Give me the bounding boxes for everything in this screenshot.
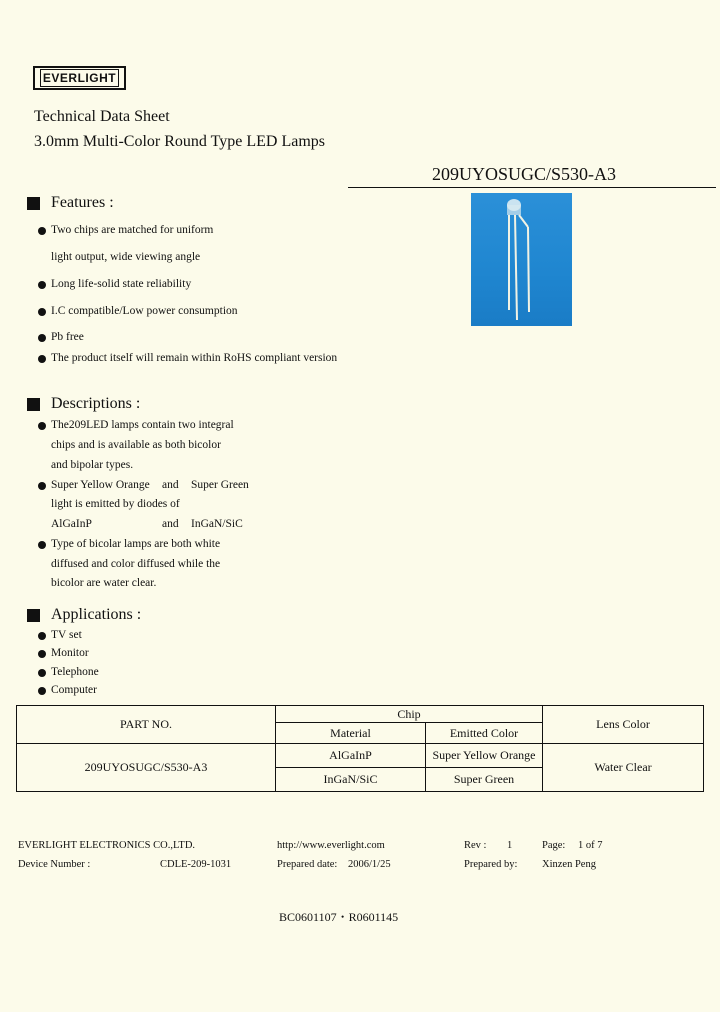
footer-page-value: 1 of 7: [578, 840, 603, 851]
footer-prepared-by-value: Xinzen Peng: [542, 859, 596, 870]
feature-item: Pb free: [51, 331, 84, 343]
header-chip: Chip: [276, 706, 543, 723]
feature-item: light output, wide viewing angle: [51, 251, 201, 263]
features-section-icon: [27, 197, 40, 210]
led-lamp-icon: [471, 193, 572, 326]
description-line: Type of bicolar lamps are both white: [51, 538, 221, 550]
document-title: Technical Data Sheet: [34, 108, 170, 125]
footer-website[interactable]: http://www.everlight.com: [277, 840, 385, 851]
feature-item: I.C compatible/Low power consumption: [51, 305, 238, 317]
footer-page-label: Page:: [542, 840, 566, 851]
footer-prepared-by-label: Prepared by:: [464, 859, 518, 870]
bullet-icon: [38, 669, 46, 677]
footer-device-value: CDLE-209-1031: [160, 859, 232, 870]
bullet-icon: [38, 308, 46, 316]
feature-item: The product itself will remain within RoHS compliant version: [51, 352, 338, 364]
application-item: Monitor: [51, 647, 89, 659]
header-rule: [348, 187, 716, 188]
footer-prepared-date-value: 2006/1/25: [348, 859, 391, 870]
cell-material: InGaN/SiC: [276, 768, 426, 792]
descriptions-section-icon: [27, 398, 40, 411]
footer-device-label: Device Number :: [18, 859, 91, 870]
header-emitted-color: Emitted Color: [426, 723, 543, 744]
header-lens-color: Lens Color: [543, 706, 704, 744]
footer-document-codes: BC0601107・R0601145: [279, 910, 399, 924]
led-product-photo: [471, 193, 572, 326]
description-line: bicolor are water clear.: [51, 577, 157, 589]
cell-lens-color: Water Clear: [543, 744, 704, 792]
applications-section-icon: [27, 609, 40, 622]
cell-part-number: 209UYOSUGC/S530-A3: [17, 744, 276, 792]
bullet-icon: [38, 227, 46, 235]
bullet-icon: [38, 632, 46, 640]
header-material: Material: [276, 723, 426, 744]
description-line: chips and is available as both bicolor: [51, 439, 221, 451]
footer-rev-value: 1: [507, 840, 513, 851]
features-heading: Features :: [51, 194, 114, 211]
applications-heading: Applications :: [51, 606, 142, 623]
application-item: Telephone: [51, 666, 99, 678]
description-line: diffused and color diffused while the: [51, 558, 221, 570]
bullet-icon: [38, 650, 46, 658]
descriptions-heading: Descriptions :: [51, 395, 141, 412]
description-line: AlGaInP: [51, 518, 92, 530]
description-line: Super Green: [191, 479, 249, 491]
description-line: light is emitted by diodes of: [51, 498, 180, 510]
description-line: Super Yellow Orange: [51, 479, 150, 491]
header-part-no: PART NO.: [17, 706, 276, 744]
footer-rev-label: Rev :: [464, 840, 487, 851]
footer-prepared-date-label: Prepared date:: [277, 859, 338, 870]
bullet-icon: [38, 281, 46, 289]
cell-emitted-color: Super Yellow Orange: [426, 744, 543, 768]
cell-material: AlGaInP: [276, 744, 426, 768]
part-spec-table: [16, 705, 704, 792]
cell-emitted-color: Super Green: [426, 768, 543, 792]
feature-item: Long life-solid state reliability: [51, 278, 192, 290]
bullet-icon: [38, 355, 46, 363]
application-item: Computer: [51, 684, 97, 696]
bullet-icon: [38, 422, 46, 430]
logo-text: EVERLIGHT: [40, 69, 119, 87]
application-item: TV set: [51, 629, 82, 641]
feature-item: Two chips are matched for uniform: [51, 224, 214, 236]
bullet-icon: [38, 482, 46, 490]
document-subtitle: 3.0mm Multi-Color Round Type LED Lamps: [34, 133, 326, 150]
part-number-heading: 209UYOSUGC/S530-A3: [432, 164, 617, 184]
description-line: The209LED lamps contain two integral: [51, 419, 234, 431]
description-line: InGaN/SiC: [191, 518, 243, 530]
bullet-icon: [38, 687, 46, 695]
everlight-logo: [33, 66, 126, 90]
bullet-icon: [38, 334, 46, 342]
description-line: and: [162, 479, 179, 491]
description-line: and bipolar types.: [51, 459, 134, 471]
bullet-icon: [38, 541, 46, 549]
description-line: and: [162, 518, 179, 530]
footer-company: EVERLIGHT ELECTRONICS CO.,LTD.: [18, 840, 196, 851]
